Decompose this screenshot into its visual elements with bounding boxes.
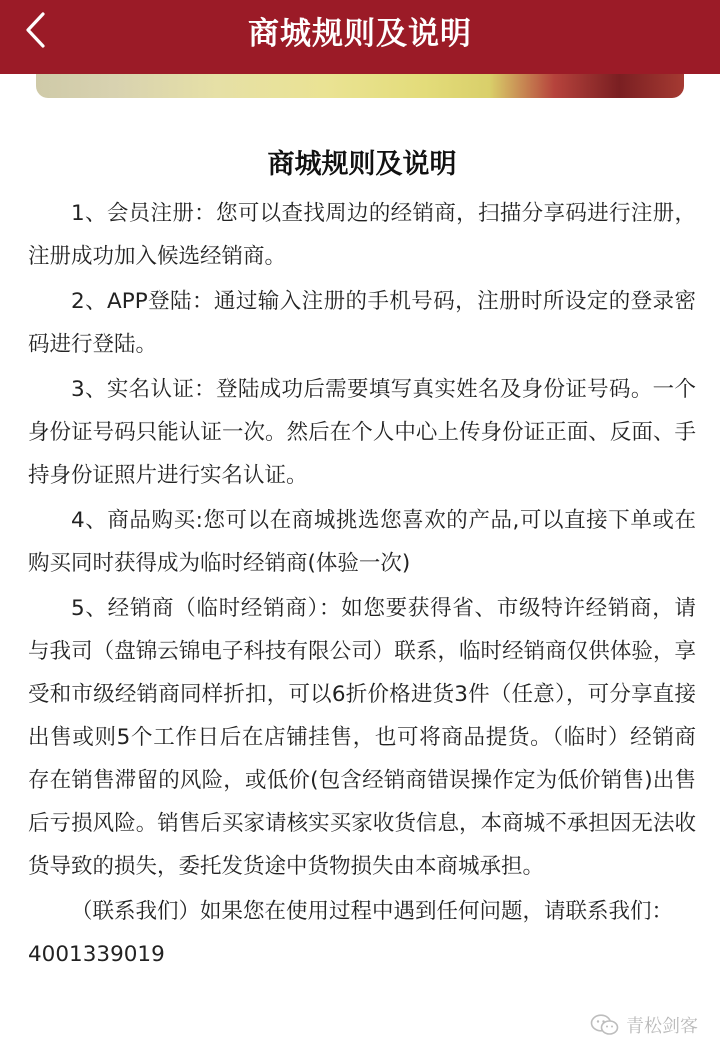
watermark-text: 青松剑客 <box>626 1016 698 1037</box>
contact-paragraph: （联系我们）如果您在使用过程中遇到任何问题，请联系我们： <box>71 899 674 924</box>
back-button[interactable] <box>14 8 58 52</box>
app-header <box>0 0 720 74</box>
rule-paragraph-member-registration: 1、会员注册：您可以查找周边的经销商，扫描分享码进行注册，注册成功加入候选经销商。 <box>28 201 696 269</box>
chevron-left-icon <box>23 10 49 50</box>
article-body <box>28 140 696 976</box>
contact-phone[interactable]: 4001339019 <box>28 942 165 967</box>
page-title: 商城规则及说明 <box>248 15 472 52</box>
rule-paragraph-product-purchase: 4、商品购买:您可以在商城挑选您喜欢的产品,可以直接下单或在购买同时获得成为临时经销商(体验一次) <box>28 508 696 576</box>
article-title: 商城规则及说明 <box>267 149 457 180</box>
rule-paragraph-app-login: 2、APP登陆：通过输入注册的手机号码，注册时所设定的登录密码进行登陆。 <box>28 289 696 357</box>
watermark <box>590 1012 698 1038</box>
banner-image <box>36 74 684 98</box>
rule-paragraph-distributor: 5、经销商（临时经销商）：如您要获得省、市级特许经销商，请与我司（盘锦云锦电子科技有限公司）联系，临时经销商仅供体验，享受和市级经销商同样折扣，可以6折价格进货3件（任意），可分享直接出售或则5个工作日后在店铺挂售，也可将商品提货。（临时）经销商存在销售滞留的风险，或低价(包含经销商错误操作定为低价销售)出售后亏损风险。销售后买家请核实买家收货信息，本商城不承担因无法收货导致的损失，委托发货途中货物损失由本商城承担。 <box>28 596 696 879</box>
rule-paragraph-real-name-verification: 3、实名认证：登陆成功后需要填写真实姓名及身份证号码。一个身份证号码只能认证一次。然后在个人中心上传身份证正面、反面、手持身份证照片进行实名认证。 <box>28 377 696 488</box>
wechat-icon <box>590 1013 620 1037</box>
